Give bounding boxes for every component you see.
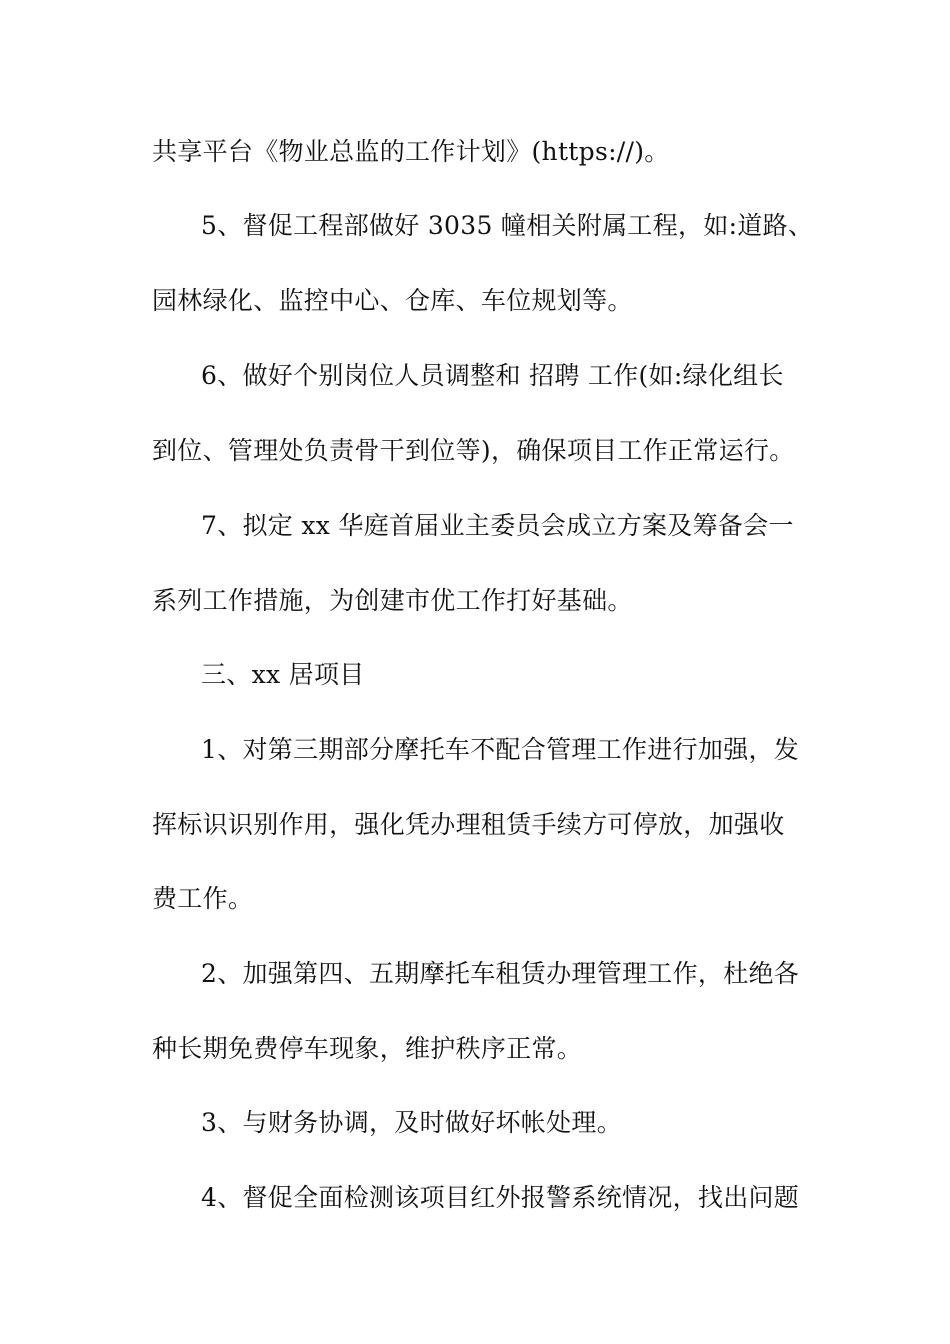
text-line-9: 1、对第三期部分摩托车不配合管理工作进行加强，发 <box>201 735 800 764</box>
text-line-6: 7、拟定 xx 华庭首届业主委员会成立方案及筹备会一 <box>201 511 794 540</box>
text-line-5: 到位、管理处负责骨干到位等)，确保项目工作正常运行。 <box>152 436 795 465</box>
text-line-10: 挥标识识别作用，强化凭办理租赁手续方可停放，加强收 <box>152 810 785 839</box>
section-heading: 三、xx 居项目 <box>201 660 365 689</box>
text-line-4: 6、做好个别岗位人员调整和 招聘 工作(如:绿化组长 <box>201 361 784 390</box>
text-line-3: 园林绿化、监控中心、仓库、车位规划等。 <box>152 286 633 315</box>
text-line-2: 5、督促工程部做好 3035 幢相关附属工程，如:道路、 <box>201 211 814 240</box>
text-line-14: 3、与财务协调，及时做好坏帐处理。 <box>201 1108 623 1137</box>
text-line-13: 种长期免费停车现象，维护秩序正常。 <box>152 1034 583 1063</box>
text-line-15: 4、督促全面检测该项目红外报警系统情况，找出问题 <box>201 1183 800 1212</box>
text-line-11: 费工作。 <box>152 884 254 913</box>
text-line-7: 系列工作措施，为创建市优工作打好基础。 <box>152 586 633 615</box>
text-line-1: 共享平台《物业总监的工作计划》(https://)。 <box>152 137 670 166</box>
text-line-12: 2、加强第四、五期摩托车租赁办理管理工作，杜绝各 <box>201 959 800 988</box>
